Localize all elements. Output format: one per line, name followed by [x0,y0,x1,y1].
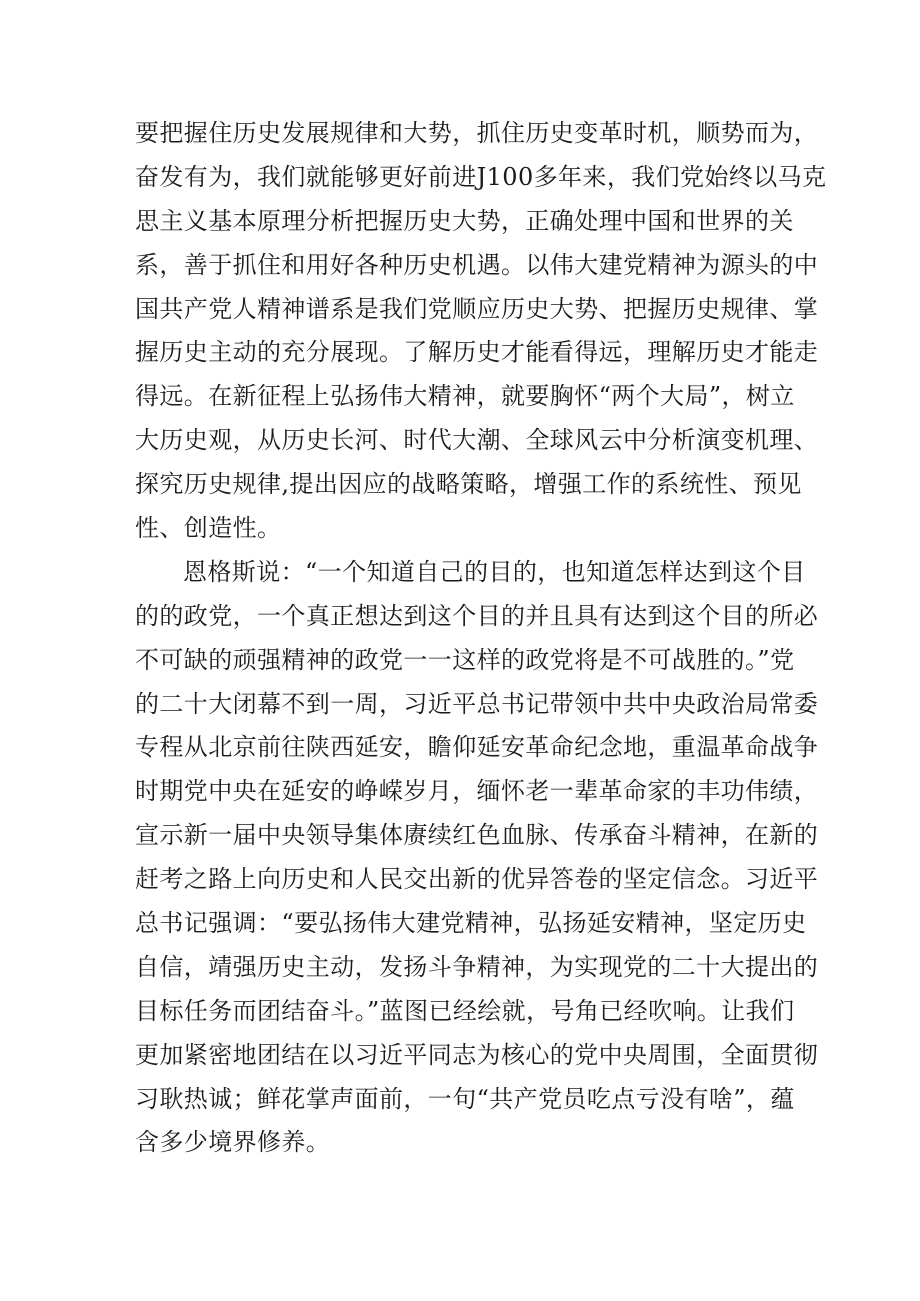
document-body [135,112,827,1165]
paragraph-line: 赶考之路上向历史和人民交出新的优异答卷的坚定信念。习近平 [135,865,819,894]
paragraph-line: 要把握住历史发展规律和大势，抓住历史变革时机，顺势而为， [135,119,819,147]
paragraph-line: 目标任务而团结奋斗。”蓝图已经绘就，号角已经吹响。让我们 [135,996,795,1025]
paragraph-line: 的的政党，一个真正想达到这个目的并且具有达到这个目的所必 [135,601,819,630]
paragraph-line: 宣示新一届中央领导集体赓续红色血脉、传承奋斗精神，在新的 [135,821,819,850]
paragraph-line: 时期党中央在延安的峥嵘岁月，缅怀老一辈革命家的丰功伟绩， [135,777,819,806]
paragraph-line: 得远。在新征程上弘扬伟大精神，就要胸怀“两个大局”，树立 [135,382,795,411]
paragraph-line: 不可缺的顽强精神的政党一一这样的政党将是不可战胜的。”党 [135,645,795,674]
paragraph-line: 奋发有为，我们就能够更好前进J100多年来，我们党始终以马克 [135,162,827,191]
paragraph-line: 习耿热诚；鲜花掌声面前，一句“共产党员吃点亏没有啥”，蕴 [135,1084,795,1113]
paragraph-1 [135,112,827,551]
paragraph-line: 含多少境界修养。 [135,1128,331,1157]
paragraph-line: 大历史观，从历史长河、时代大潮、全球风云中分析演变机理、 [135,426,819,455]
paragraph-line: 的二十大闭幕不到一周，习近平总书记带领中共中央政治局常委 [135,689,819,718]
paragraph-line: 恩格斯说：“一个知道自己的目的，也知道怎样达到这个目 [183,557,806,586]
paragraph-2 [135,551,819,1165]
paragraph-line: 总书记强调：“要弘扬伟大建党精神，弘扬延安精神，坚定历史 [135,909,807,938]
paragraph-line: 自信，靖强历史主动，发扬斗争精神，为实现党的二十大提出的 [135,952,819,981]
paragraph-line: 握历史主动的充分展现。了解历史才能看得远，理解历史才能走 [135,338,819,367]
paragraph-line: 探究历史规律,提出因应的战略策略，增强工作的系统性、预见 [135,470,802,499]
paragraph-line: 思主义基本原理分析把握历史大势，正确处理中国和世界的关 [135,206,794,235]
paragraph-line: 更加紧密地团结在以习近平同志为核心的党中央周围，全面贯彻 [135,1040,819,1069]
paragraph-line: 专程从北京前往陕西延安，瞻仰延安革命纪念地，重温革命战争 [135,733,819,762]
paragraph-line: 国共产党人精神谱系是我们党顺应历史大势、把握历史规律、掌 [135,294,819,323]
paragraph-line: 系，善于抓住和用好各种历史机遇。以伟大建党精神为源头的中 [135,250,819,279]
paragraph-line: 性、创造性。 [135,514,282,543]
